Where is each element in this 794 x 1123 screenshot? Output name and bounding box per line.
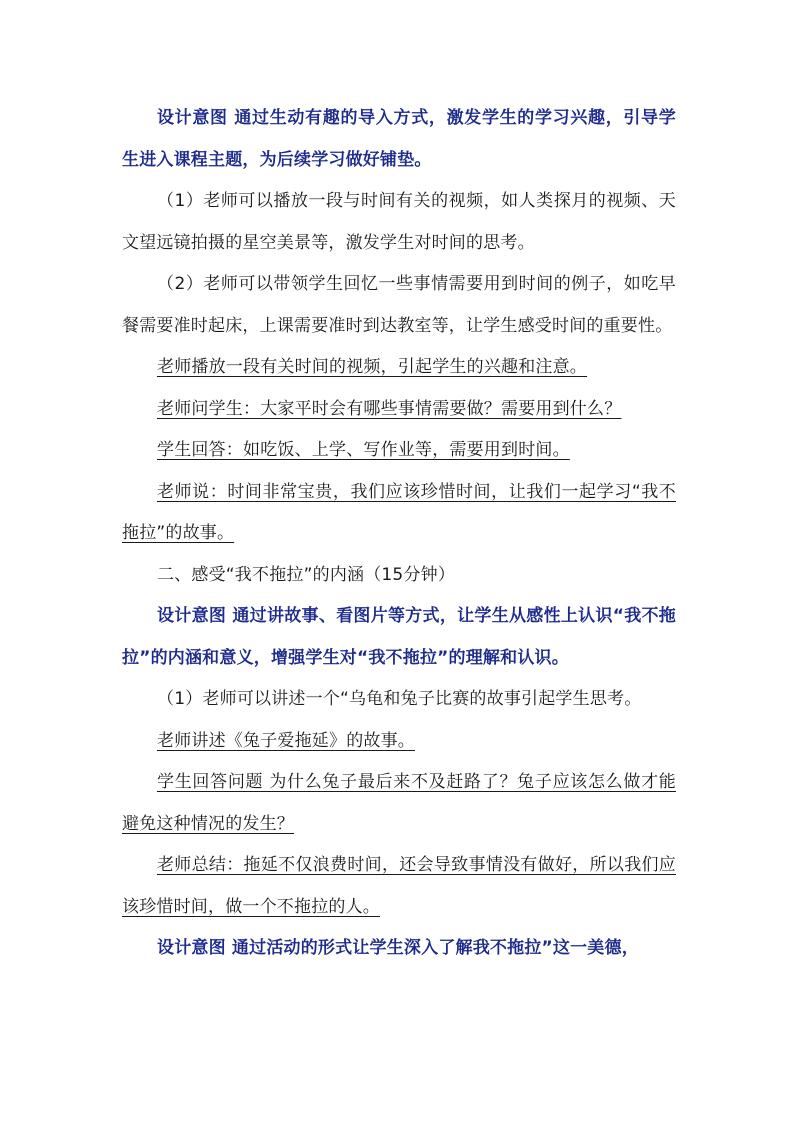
- dialog-line: 学生回答问题 为什么兔子最后来不及赶路了？兔子应该怎么做才能避免这种情况的发生？: [122, 772, 676, 834]
- dialog-line: 老师总结：拖延不仅浪费时间，还会导致事情没有做好，所以我们应该珍惜时间，做一个不拖拉的人。: [122, 855, 676, 917]
- dialog-line: 老师播放一段有关时间的视频，引起学生的兴趣和注意。: [157, 357, 587, 377]
- design-intent-paragraph: 设计意图 通过讲故事、看图片等方式，让学生从感性上认识“我不拖拉”的内涵和意义，增强学生对“我不拖拉”的理解和认识。: [122, 606, 676, 668]
- activity-item-3: （1）老师可以讲述一个“乌龟和兔子比赛的故事引起学生思考。: [157, 689, 642, 709]
- dialog-line: 老师问学生：大家平时会有哪些事情需要做？需要用到什么？: [157, 398, 622, 419]
- design-intent-paragraph: 设计意图 通过生动有趣的导入方式，激发学生的学习兴趣，引导学生进入课程主题，为后续学习做好铺垫。: [122, 108, 676, 170]
- document-page: [122, 98, 676, 970]
- dialog-line: 学生回答：如吃饭、上学、写作业等，需要用到时间。: [157, 440, 570, 460]
- dialog-line: 老师说：时间非常宝贵，我们应该珍惜时间，让我们一起学习“我不拖拉”的故事。: [122, 481, 676, 543]
- activity-item-1: （1）老师可以播放一段与时间有关的视频，如人类探月的视频、天文望远镜拍摄的星空美景等，激发学生对时间的思考。: [122, 191, 676, 253]
- dialog-line: 老师讲述《兔子爱拖延》的故事。: [157, 730, 415, 751]
- design-intent-paragraph: 设计意图 通过活动的形式让学生深入了解我不拖拉”这一美德，: [157, 938, 639, 958]
- section-heading: 二、感受“我不拖拉”的内涵（15分钟）: [157, 564, 456, 585]
- activity-item-2: （2）老师可以带领学生回忆一些事情需要用到时间的例子，如吃早餐需要准时起床，上课需要准时到达教室等，让学生感受时间的重要性。: [122, 274, 676, 336]
